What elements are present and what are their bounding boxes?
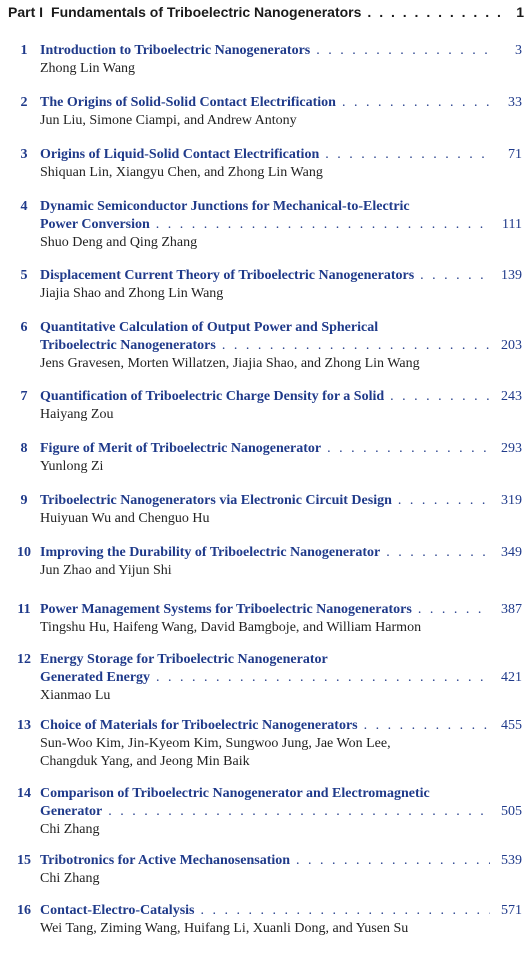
chapter-title-link[interactable]: Generator	[40, 804, 103, 819]
dot-leader	[325, 146, 490, 164]
chapter-number: 5	[20, 268, 28, 283]
toc-entry[interactable]	[8, 651, 522, 705]
chapter-page-link[interactable]: 387	[501, 602, 522, 617]
chapter-page-link[interactable]: 505	[501, 804, 522, 819]
chapter-title-link[interactable]: The Origins of Solid-Solid Contact Electrification	[40, 95, 336, 110]
chapter-page-link[interactable]: 203	[501, 338, 522, 353]
toc-entry[interactable]	[8, 388, 522, 424]
chapter-title-link[interactable]: Power Management Systems for Triboelectric Nanogenerators	[40, 602, 412, 617]
chapter-authors: Huiyuan Wu and Chenguo Hu	[40, 511, 210, 526]
chapter-authors: Zhong Lin Wang	[40, 61, 136, 76]
chapter-title-link[interactable]: Power Conversion	[40, 217, 150, 232]
chapter-number: 13	[17, 718, 31, 733]
chapter-page-link[interactable]: 33	[508, 95, 522, 110]
chapter-title-link[interactable]: Improving the Durability of Triboelectric Nanogenerator	[40, 545, 381, 560]
chapter-number: 3	[20, 147, 28, 162]
chapter-page-link[interactable]: 111	[502, 217, 522, 232]
chapter-number: 16	[17, 903, 31, 918]
toc-entry[interactable]	[8, 146, 522, 182]
chapter-title-link[interactable]: Triboelectric Nanogenerators	[40, 338, 216, 353]
chapter-title-link[interactable]: Triboelectric Nanogenerators via Electronic Circuit Design	[40, 493, 392, 508]
chapter-page-link[interactable]: 349	[501, 545, 522, 560]
dot-leader	[390, 388, 490, 406]
toc-entry[interactable]	[8, 440, 522, 476]
chapter-authors: Wei Tang, Ziming Wang, Huifang Li, Xuanli Dong, and Yusen Su	[40, 921, 409, 936]
chapter-title-link[interactable]: Comparison of Triboelectric Nanogenerator and Electromagnetic	[40, 786, 430, 801]
chapter-authors: Jens Gravesen, Morten Willatzen, Jiajia Shao, and Zhong Lin Wang	[40, 356, 420, 371]
chapter-authors: Shuo Deng and Qing Zhang	[40, 235, 198, 250]
chapter-title-link[interactable]: Dynamic Semiconductor Junctions for Mechanical-to-Electric	[40, 199, 410, 214]
toc-entry[interactable]	[8, 492, 522, 528]
chapter-title-link[interactable]: Generated Energy	[40, 670, 151, 685]
chapter-authors: Jiajia Shao and Zhong Lin Wang	[40, 286, 224, 301]
dot-leader	[420, 267, 490, 285]
toc-entry[interactable]	[8, 544, 522, 580]
dot-leader	[418, 601, 490, 619]
toc-entry[interactable]	[8, 785, 522, 839]
chapter-page-link[interactable]: 319	[501, 493, 522, 508]
chapter-title-link[interactable]: Tribotronics for Active Mechanosensation	[40, 853, 291, 868]
chapter-authors: Haiyang Zou	[40, 407, 114, 422]
chapter-number: 12	[17, 652, 31, 667]
chapter-number: 10	[17, 545, 31, 560]
toc-entry[interactable]	[8, 267, 522, 303]
dot-leader	[386, 544, 490, 562]
chapter-authors: Xianmao Lu	[40, 688, 111, 703]
chapter-authors: Chi Zhang	[40, 822, 100, 837]
dot-leader	[296, 852, 490, 870]
chapter-number: 2	[20, 95, 28, 110]
chapter-page-link[interactable]: 3	[515, 43, 522, 58]
chapter-authors: Chi Zhang	[40, 871, 100, 886]
chapter-title-link[interactable]: Figure of Merit of Triboelectric Nanogenerator	[40, 441, 322, 456]
toc-entry[interactable]	[8, 601, 522, 637]
part-title: Fundamentals of Triboelectric Nanogenerators	[51, 4, 362, 20]
chapter-number: 14	[17, 786, 31, 801]
dot-leader	[108, 803, 490, 821]
chapter-number: 8	[20, 441, 28, 456]
chapter-number: 6	[20, 320, 28, 335]
dot-leader	[342, 94, 490, 112]
dot-leader	[327, 440, 490, 458]
chapter-number: 11	[17, 602, 31, 617]
chapter-title-link[interactable]: Contact-Electro-Catalysis	[40, 903, 195, 918]
chapter-page-link[interactable]: 71	[508, 147, 522, 162]
toc-entry[interactable]	[8, 319, 522, 373]
dot-leader	[201, 902, 491, 920]
chapter-title-link[interactable]: Choice of Materials for Triboelectric Nanogenerators	[40, 718, 358, 733]
chapter-page-link[interactable]: 139	[501, 268, 522, 283]
dot-leader	[156, 669, 490, 687]
chapter-number: 4	[20, 199, 28, 214]
dot-leader	[222, 337, 490, 355]
chapter-page-link[interactable]: 421	[501, 670, 522, 685]
dot-leader	[364, 717, 490, 735]
chapter-title-link[interactable]: Introduction to Triboelectric Nanogenerators	[40, 43, 311, 58]
chapter-number: 9	[20, 493, 28, 508]
chapter-authors: Sun-Woo Kim, Jin-Kyeom Kim, Sungwoo Jung, Jae Won Lee,	[40, 736, 391, 751]
chapter-title-link[interactable]: Displacement Current Theory of Triboelectric Nanogenerators	[40, 268, 415, 283]
dot-leader	[316, 42, 490, 60]
chapter-number: 7	[20, 389, 28, 404]
toc-entry[interactable]	[8, 42, 522, 78]
dot-leader	[156, 216, 490, 234]
chapter-authors: Jun Zhao and Yijun Shi	[40, 563, 172, 578]
chapter-authors: Jun Liu, Simone Ciampi, and Andrew Antony	[40, 113, 297, 128]
chapter-page-link[interactable]: 571	[501, 903, 522, 918]
chapter-authors: Changduk Yang, and Jeong Min Baik	[40, 754, 250, 769]
part-page-number: 1	[516, 4, 524, 20]
part-header	[8, 4, 524, 26]
chapter-authors: Tingshu Hu, Haifeng Wang, David Bamgboje, and William Harmon	[40, 620, 422, 635]
chapter-authors: Yunlong Zi	[40, 459, 104, 474]
toc-entry[interactable]	[8, 94, 522, 130]
part-label: Part I	[8, 4, 44, 20]
chapter-number: 15	[17, 853, 31, 868]
toc-entry[interactable]	[8, 717, 522, 771]
dot-leader	[398, 492, 490, 510]
chapter-title-link[interactable]: Quantitative Calculation of Output Power and Spherical	[40, 320, 379, 335]
chapter-page-link[interactable]: 243	[501, 389, 522, 404]
toc-entry[interactable]	[8, 852, 522, 888]
chapter-page-link[interactable]: 293	[501, 441, 522, 456]
chapter-title-link[interactable]: Quantification of Triboelectric Charge Density for a Solid	[40, 389, 385, 404]
toc-entry[interactable]	[8, 198, 522, 252]
chapter-authors: Shiquan Lin, Xiangyu Chen, and Zhong Lin Wang	[40, 165, 323, 180]
chapter-title-link[interactable]: Origins of Liquid-Solid Contact Electrification	[40, 147, 320, 162]
toc-entry[interactable]	[8, 902, 522, 938]
chapter-number: 1	[20, 43, 28, 58]
chapter-page-link[interactable]: 455	[501, 718, 522, 733]
dot-leader	[367, 4, 508, 20]
chapter-title-link[interactable]: Energy Storage for Triboelectric Nanogenerator	[40, 652, 328, 667]
chapter-page-link[interactable]: 539	[501, 853, 522, 868]
